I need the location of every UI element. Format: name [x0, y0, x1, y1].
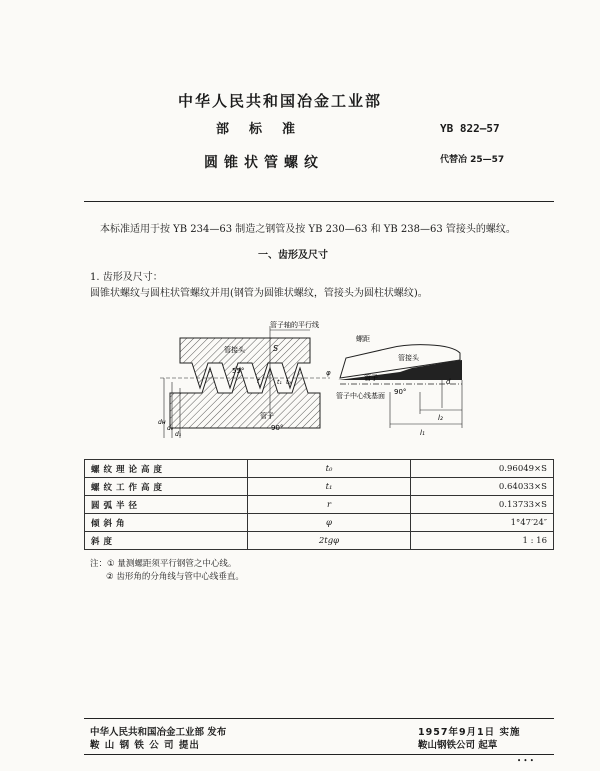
replaces-note: 代替冶 25—57	[440, 155, 505, 165]
param-value: 0.96049×S	[411, 460, 554, 478]
label-center-base: 管子中心线基面	[336, 392, 385, 400]
footer-drafter: 鞍山钢铁公司 起草	[418, 740, 498, 751]
footer-issuer: 中华人民共和国冶金工业部 发布	[90, 727, 227, 738]
symbol-l1: l₁	[420, 429, 425, 437]
note-2: ② 齿形角的分角线与管中心线垂直。	[106, 572, 244, 582]
label-pipe-right: 管子	[364, 374, 378, 382]
param-value: 1°47′24″	[411, 514, 554, 532]
footer-bottom-divider	[84, 754, 554, 755]
table-row	[85, 532, 554, 550]
header-divider	[84, 201, 554, 202]
param-symbol: t₁	[248, 478, 411, 496]
symbol-t1: t₁	[277, 379, 282, 386]
symbol-t0: t₀	[286, 379, 291, 386]
footer-date: 1957年9月1日 实施	[418, 727, 521, 738]
symbol-phi: φ	[326, 369, 331, 377]
document-title: 圆锥状管螺纹	[204, 155, 324, 171]
symbol-l2: l₂	[438, 414, 443, 422]
angle-55: 55°	[232, 367, 245, 375]
pipe-section	[170, 368, 320, 428]
param-name: 圆弧半径	[85, 496, 248, 514]
param-name: 斜度	[85, 532, 248, 550]
page-marker: • • •	[517, 757, 534, 765]
label-coupling: 管接头	[224, 346, 245, 354]
param-symbol: t₀	[248, 460, 411, 478]
section-title: 一、齿形及尺寸	[258, 250, 328, 261]
intro-paragraph: 本标准适用于按 YB 234—63 制造之钢管及按 YB 230—63 和 YB 238—63 管接头的螺纹。	[100, 224, 516, 235]
angle-90-right: 90°	[394, 388, 407, 396]
label-pipe: 管子	[260, 412, 274, 420]
standard-category: 部标准	[216, 122, 316, 137]
label-coupling-right: 管接头	[398, 354, 419, 362]
thread-parameter-table	[84, 459, 554, 550]
angle-90-left: 90°	[271, 424, 284, 432]
param-value: 1 : 16	[411, 532, 554, 550]
footer-proposer: 鞍 山 钢 铁 公 司 提出	[90, 740, 200, 751]
param-symbol: φ	[248, 514, 411, 532]
param-value: 0.64033×S	[411, 478, 554, 496]
table-row	[85, 496, 554, 514]
param-name: 螺纹理论高度	[85, 460, 248, 478]
label-axis-parallel: 管子轴的平行线	[270, 321, 319, 329]
symbol-S: S	[273, 344, 279, 353]
symbol-d0: d₀	[167, 425, 174, 432]
ministry-title: 中华人民共和国冶金工业部	[178, 92, 383, 110]
table-row	[85, 478, 554, 496]
label-pitch: 螺距	[356, 335, 370, 343]
param-value: 0.13733×S	[411, 496, 554, 514]
note-1: 注：① 量测螺距须平行钢管之中心线。	[90, 559, 237, 569]
symbol-d1: d₁	[175, 431, 182, 438]
symbol-d: d	[446, 378, 451, 386]
param-symbol: 2tgφ	[248, 532, 411, 550]
param-name: 倾斜角	[85, 514, 248, 532]
table-row	[85, 460, 554, 478]
symbol-dH: dн	[158, 419, 166, 426]
symbol-r: r	[257, 377, 260, 385]
thread-profile-figure	[150, 318, 470, 450]
item-1-description: 圆锥状螺纹与圆柱状管螺纹并用(钢管为圆锥状螺纹，管接头为圆柱状螺纹)。	[90, 288, 428, 299]
footer-divider	[84, 718, 554, 719]
param-name: 螺纹工作高度	[85, 478, 248, 496]
table-row	[85, 514, 554, 532]
param-symbol: r	[248, 496, 411, 514]
standard-code: YB 822—57	[440, 122, 500, 135]
item-1-heading: 1. 齿形及尺寸：	[90, 272, 163, 283]
